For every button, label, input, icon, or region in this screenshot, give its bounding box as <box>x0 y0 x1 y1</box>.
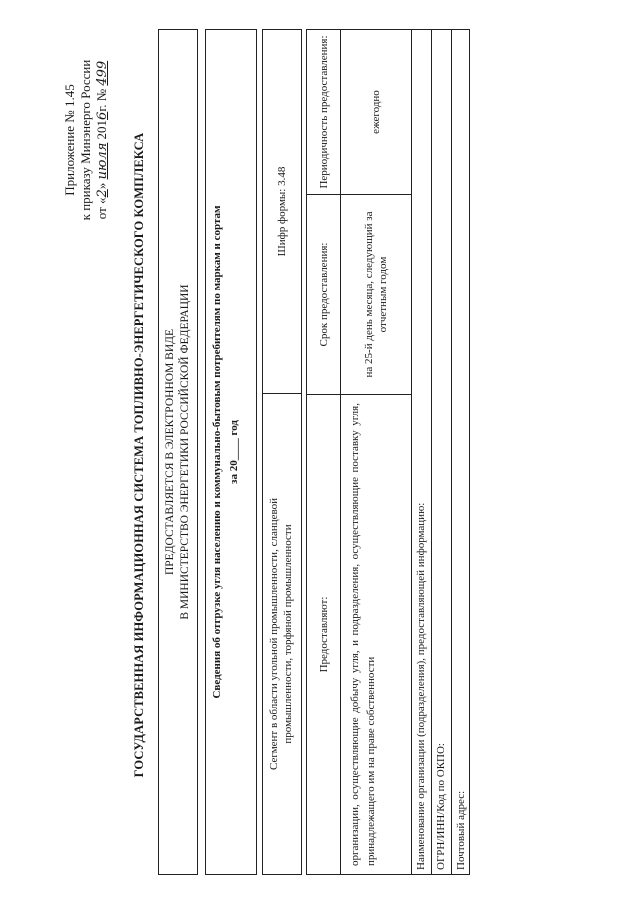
segment-box <box>262 29 302 875</box>
address-label: Почтовый адрес: <box>455 790 467 870</box>
organization-info-box <box>412 29 470 875</box>
header-deadline: Срок предоставления: <box>307 194 341 394</box>
segment-cell <box>263 393 301 874</box>
approval-block <box>62 35 111 245</box>
order-reference: к приказу Минэнерго России <box>78 59 93 221</box>
appendix-number: Приложение № 1.45 <box>62 84 77 196</box>
subject-line-1: Сведения об отгрузке угля населению и коммунально-бытовым потребителям по маркам и сортам <box>211 205 223 699</box>
order-number: 499 <box>95 60 110 86</box>
org-name-label: Наименование организации (подразделения), предоставляющей информацию: <box>415 502 427 870</box>
form-code: Шифр формы: 3.48 <box>276 166 288 257</box>
submission-line-1: ПРЕДОСТАВЛЯЕТСЯ В ЭЛЕКТРОННОМ ВИДЕ <box>164 328 176 576</box>
header-providers: Предоставляют: <box>307 394 341 874</box>
reporting-table <box>306 29 412 875</box>
address-line <box>452 30 471 874</box>
subject-box <box>205 29 257 875</box>
subject-line-2: за 20____ год <box>228 420 240 484</box>
order-date-line: от «2» июля 2016г. № 499 <box>94 60 110 220</box>
cell-periodicity: ежегодно <box>370 90 382 134</box>
order-day: 2 <box>95 189 110 198</box>
order-year-digit: 6 <box>95 111 110 120</box>
segment-line-1: Сегмент в области угольной промышленности, сланцевой <box>268 498 280 771</box>
ogrn-line <box>432 30 452 874</box>
segment-line-2: промышленности, торфяной промышленности <box>282 524 294 744</box>
submission-box <box>158 29 198 875</box>
document-title: ГОСУДАРСТВЕННАЯ ИНФОРМАЦИОННАЯ СИСТЕМА ТОПЛИВНО-ЭНЕРГЕТИЧЕСКОГО КОМПЛЕКСА <box>132 132 146 778</box>
submission-line-2: В МИНИСТЕРСТВО ЭНЕРГЕТИКИ РОССИЙСКОЙ ФЕДЕРАЦИИ <box>179 284 191 620</box>
header-periodicity: Периодичность предоставления: <box>307 30 341 194</box>
org-name-line <box>412 30 432 874</box>
cell-providers: организации, осуществляющие добычу угля, и подразделения, осуществляющие поставку угля, принадлежащего им на праве собственности <box>341 394 411 874</box>
ogrn-label: ОГРН/ИНН/Код по ОКПО: <box>435 743 447 870</box>
order-month: июля <box>95 142 110 180</box>
cell-deadline: на 25-й день месяца, следующий за отчетным годом <box>341 194 411 394</box>
